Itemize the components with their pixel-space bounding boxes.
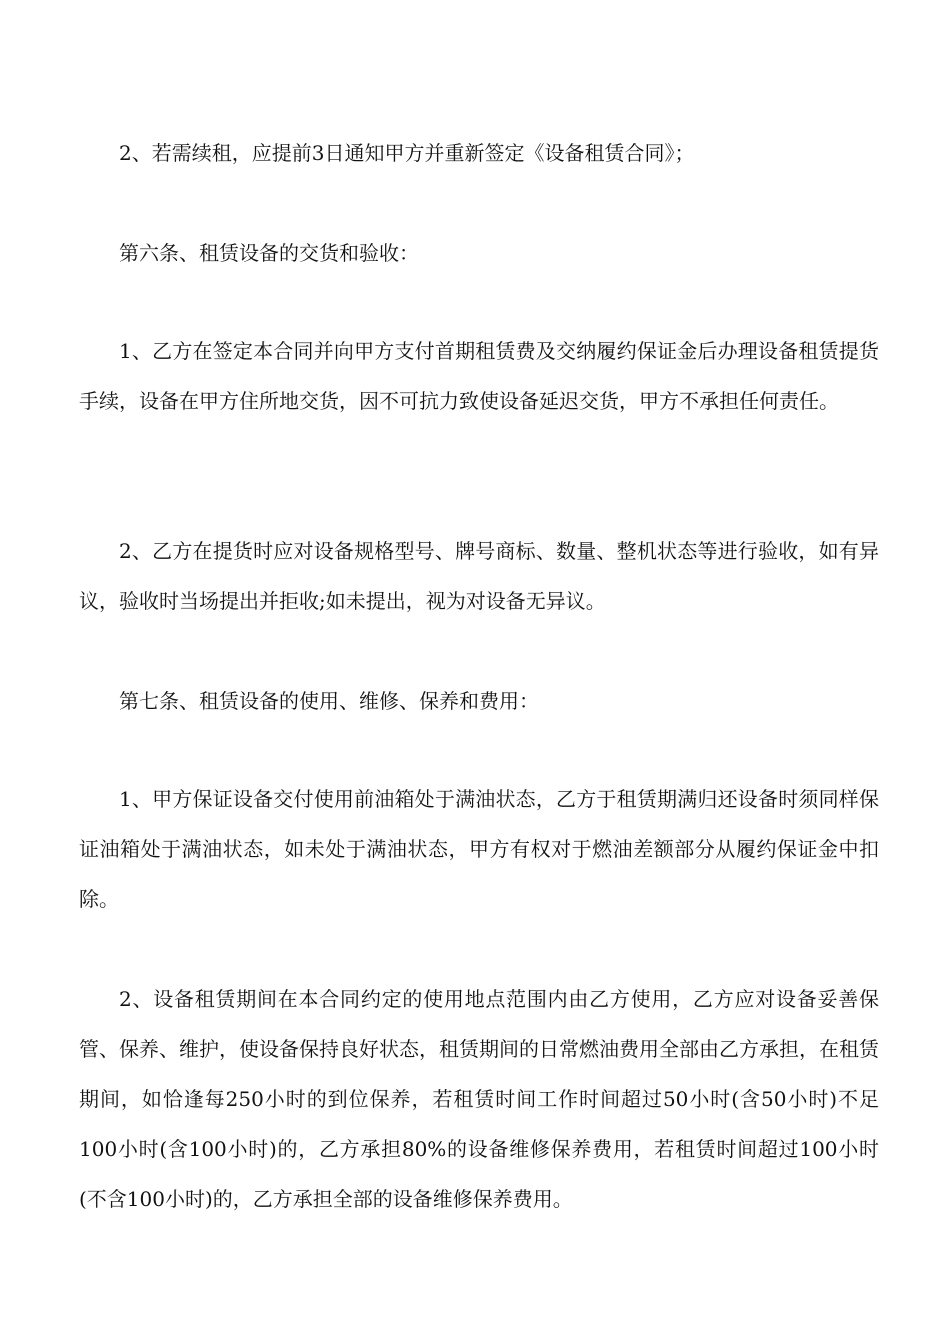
clause-7-item-1: 1、甲方保证设备交付使用前油箱处于满油状态，乙方于租赁期满归还设备时须同样保证油箱处于满油状态，如未处于满油状态，甲方有权对于燃油差额部分从履约保证金中扣除。 <box>79 787 879 911</box>
clause-6-item-1: 1、乙方在签定本合同并向甲方支付首期租赁费及交纳履约保证金后办理设备租赁提货手续，设备在甲方住所地交货，因不可抗力致使设备延迟交货，甲方不承担任何责任。 <box>79 339 879 413</box>
article-7-heading: 第七条、租赁设备的使用、维修、保养和费用： <box>119 689 539 713</box>
article-6-heading: 第六条、租赁设备的交货和验收： <box>119 241 419 265</box>
clause-7-item-2: 2、设备租赁期间在本合同约定的使用地点范围内由乙方使用，乙方应对设备妥善保管、保养、维护，使设备保持良好状态，租赁期间的日常燃油费用全部由乙方承担，在租赁期间，如恰逢每250小时的到位保养，若租赁时间工作时间超过50小时(含50小时)不足100小时(含100小时)的，乙方承担80%的设备维修保养费用，若租赁时间超过100小时(不含100小时)的，乙方承担全部的设备维修保养费用。 <box>79 987 879 1211</box>
clause-6-item-2: 2、乙方在提货时应对设备规格型号、牌号商标、数量、整机状态等进行验收，如有异议，验收时当场提出并拒收;如未提出，视为对设备无异议。 <box>79 539 879 613</box>
clause-5-item-2: 2、若需续租，应提前3日通知甲方并重新签定《设备租赁合同》； <box>119 141 695 165</box>
